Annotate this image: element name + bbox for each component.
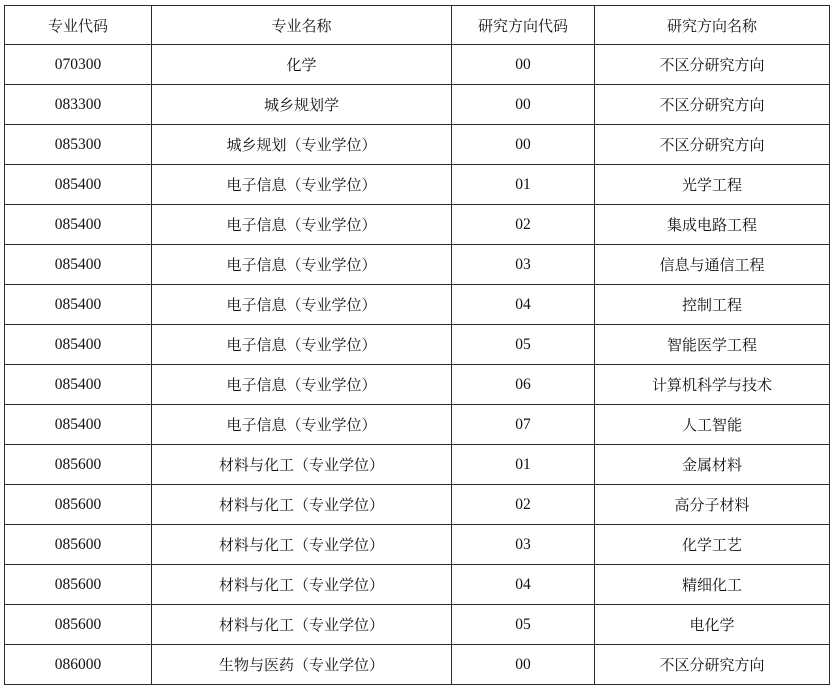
direction-code-cell: 01: [452, 445, 595, 485]
direction-name-cell: 计算机科学与技术: [595, 365, 830, 405]
major-name-cell: 生物与医药（专业学位）: [152, 645, 452, 685]
direction-name-cell: 金属材料: [595, 445, 830, 485]
direction-name-cell: 智能医学工程: [595, 325, 830, 365]
major-code-cell: 070300: [5, 45, 152, 85]
major-name-cell: 化学: [152, 45, 452, 85]
major-code-cell: 085400: [5, 245, 152, 285]
direction-name-cell: 不区分研究方向: [595, 45, 830, 85]
major-name-cell: 材料与化工（专业学位）: [152, 525, 452, 565]
direction-code-cell: 06: [452, 365, 595, 405]
direction-code-cell: 00: [452, 85, 595, 125]
major-code-cell: 085600: [5, 565, 152, 605]
major-name-cell: 材料与化工（专业学位）: [152, 565, 452, 605]
major-code-cell: 085600: [5, 605, 152, 645]
major-code-cell: 085400: [5, 325, 152, 365]
table-row: [5, 525, 830, 565]
header-major-name: 专业名称: [152, 6, 452, 45]
major-code-cell: 086000: [5, 645, 152, 685]
table-body: [5, 45, 830, 685]
major-code-cell: 085600: [5, 525, 152, 565]
direction-code-cell: 05: [452, 325, 595, 365]
direction-name-cell: 不区分研究方向: [595, 645, 830, 685]
direction-name-cell: 光学工程: [595, 165, 830, 205]
direction-code-cell: 04: [452, 565, 595, 605]
table-row: [5, 485, 830, 525]
major-name-cell: 电子信息（专业学位）: [152, 405, 452, 445]
header-direction-name: 研究方向名称: [595, 6, 830, 45]
direction-code-cell: 05: [452, 605, 595, 645]
major-name-cell: 电子信息（专业学位）: [152, 325, 452, 365]
direction-name-cell: 集成电路工程: [595, 205, 830, 245]
table-row: [5, 85, 830, 125]
table-row: [5, 605, 830, 645]
direction-code-cell: 02: [452, 205, 595, 245]
table-row: [5, 205, 830, 245]
table-row: [5, 125, 830, 165]
major-code-cell: 085400: [5, 405, 152, 445]
table-row: [5, 325, 830, 365]
table-row: [5, 365, 830, 405]
direction-code-cell: 07: [452, 405, 595, 445]
table-row: [5, 165, 830, 205]
direction-code-cell: 00: [452, 45, 595, 85]
major-name-cell: 电子信息（专业学位）: [152, 165, 452, 205]
major-code-cell: 085600: [5, 485, 152, 525]
major-code-cell: 085400: [5, 365, 152, 405]
table-row: [5, 565, 830, 605]
direction-name-cell: 控制工程: [595, 285, 830, 325]
direction-name-cell: 信息与通信工程: [595, 245, 830, 285]
direction-code-cell: 03: [452, 525, 595, 565]
table-row: [5, 405, 830, 445]
major-code-cell: 083300: [5, 85, 152, 125]
direction-code-cell: 00: [452, 125, 595, 165]
direction-code-cell: 01: [452, 165, 595, 205]
majors-table: [4, 5, 830, 685]
header-major-code: 专业代码: [5, 6, 152, 45]
major-name-cell: 城乡规划学: [152, 85, 452, 125]
major-name-cell: 材料与化工（专业学位）: [152, 605, 452, 645]
direction-name-cell: 不区分研究方向: [595, 125, 830, 165]
table-row: [5, 285, 830, 325]
major-name-cell: 电子信息（专业学位）: [152, 205, 452, 245]
major-code-cell: 085400: [5, 165, 152, 205]
direction-name-cell: 精细化工: [595, 565, 830, 605]
table-row: [5, 645, 830, 685]
major-code-cell: 085300: [5, 125, 152, 165]
direction-code-cell: 02: [452, 485, 595, 525]
direction-code-cell: 04: [452, 285, 595, 325]
table-row: [5, 445, 830, 485]
direction-code-cell: 00: [452, 645, 595, 685]
direction-name-cell: 高分子材料: [595, 485, 830, 525]
direction-name-cell: 人工智能: [595, 405, 830, 445]
direction-name-cell: 电化学: [595, 605, 830, 645]
direction-name-cell: 不区分研究方向: [595, 85, 830, 125]
table-header-row: [5, 6, 830, 45]
direction-name-cell: 化学工艺: [595, 525, 830, 565]
major-name-cell: 电子信息（专业学位）: [152, 245, 452, 285]
major-code-cell: 085600: [5, 445, 152, 485]
major-name-cell: 电子信息（专业学位）: [152, 365, 452, 405]
major-name-cell: 材料与化工（专业学位）: [152, 485, 452, 525]
major-name-cell: 城乡规划（专业学位）: [152, 125, 452, 165]
header-direction-code: 研究方向代码: [452, 6, 595, 45]
table-row: [5, 245, 830, 285]
major-name-cell: 材料与化工（专业学位）: [152, 445, 452, 485]
direction-code-cell: 03: [452, 245, 595, 285]
major-name-cell: 电子信息（专业学位）: [152, 285, 452, 325]
table-row: [5, 45, 830, 85]
major-code-cell: 085400: [5, 285, 152, 325]
major-code-cell: 085400: [5, 205, 152, 245]
